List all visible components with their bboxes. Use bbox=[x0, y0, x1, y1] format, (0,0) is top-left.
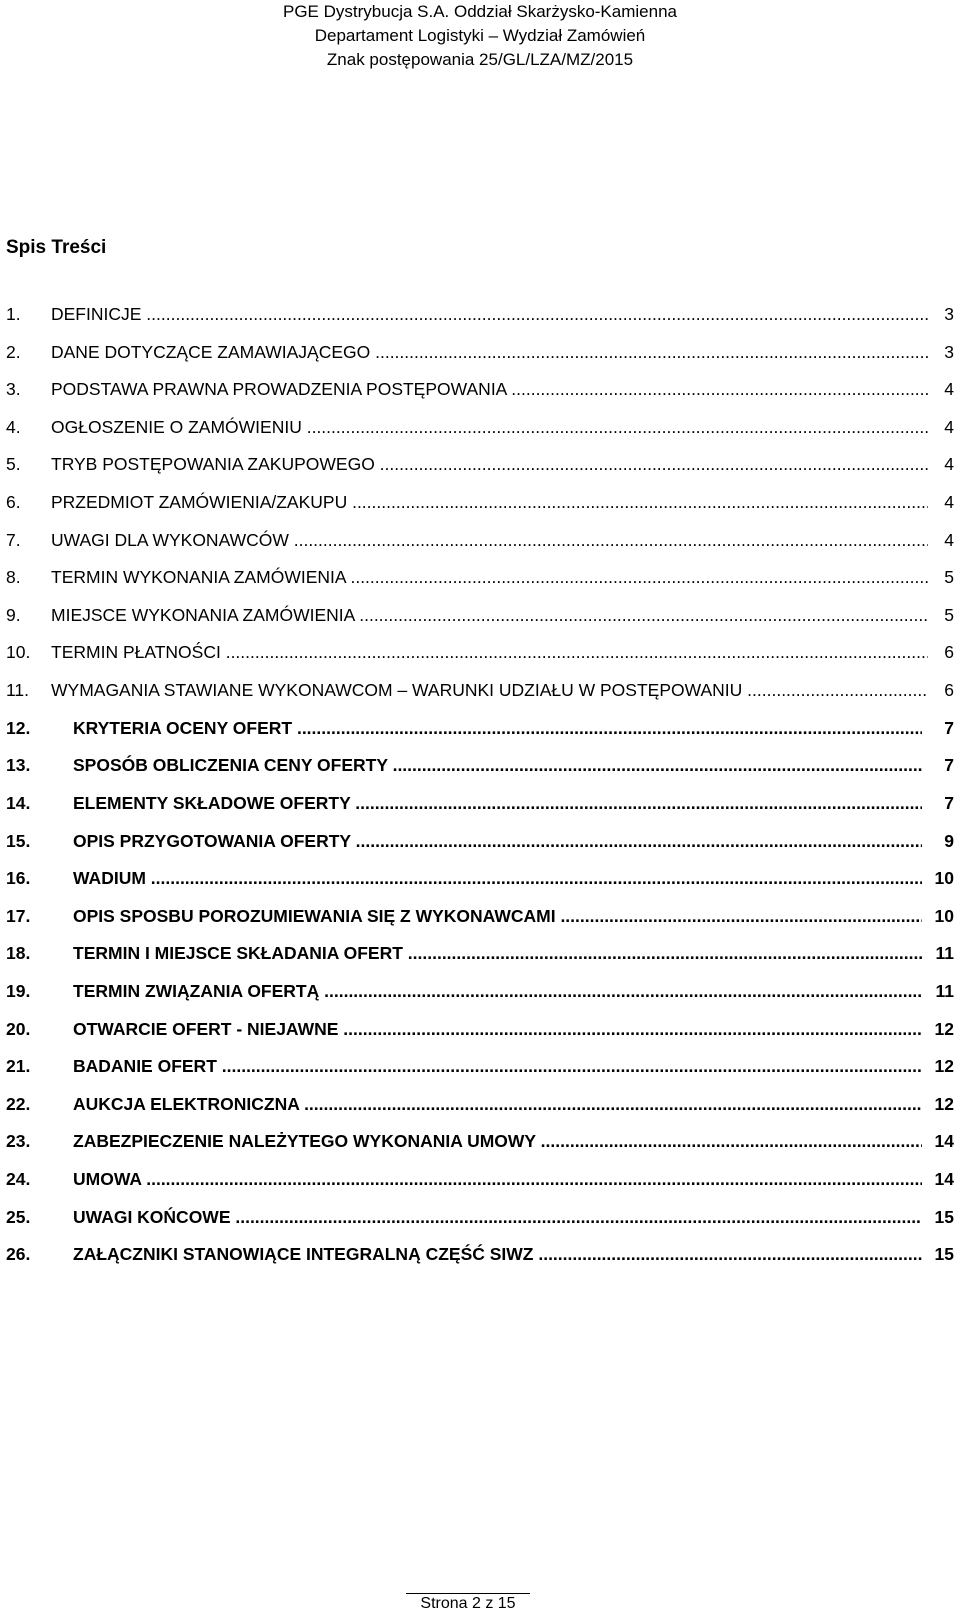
toc-entry[interactable] bbox=[6, 904, 954, 942]
toc-entry[interactable] bbox=[6, 1242, 954, 1280]
toc-entry-number: 4. bbox=[6, 416, 21, 437]
toc-entry[interactable] bbox=[6, 452, 954, 490]
toc-entry-page: 4 bbox=[928, 415, 954, 439]
toc-entry-number: 5. bbox=[6, 454, 21, 475]
toc-entry-title: TERMIN I MIEJSCE SKŁADANIA OFERT ..... bbox=[73, 941, 922, 965]
toc-entry-title: TERMIN PŁATNOŚCI ..... bbox=[51, 640, 928, 664]
toc-entry-page: 12 bbox=[922, 1054, 954, 1078]
toc-entry-title: UWAGI DLA WYKONAWCÓW ..... bbox=[51, 528, 928, 552]
toc-entry-number: 18. bbox=[6, 943, 31, 964]
page-footer: Strona 2 z 15 bbox=[420, 1595, 516, 1612]
toc-entry-number: 2. bbox=[6, 341, 21, 362]
toc-entry-page: 11 bbox=[922, 979, 954, 1003]
toc-entry[interactable] bbox=[6, 829, 954, 867]
toc-entry-page: 6 bbox=[928, 678, 954, 702]
toc-entry-title: WYMAGANIA STAWIANE WYKONAWCOM – WARUNKI UDZIAŁU W POSTĘPOWANIU ..... bbox=[51, 678, 928, 702]
toc-entry[interactable] bbox=[6, 791, 954, 829]
toc-entry-title: DEFINICJE ..... bbox=[51, 302, 928, 326]
toc-entry[interactable] bbox=[6, 1092, 954, 1130]
toc-entry-title: UMOWA ..... bbox=[73, 1167, 922, 1191]
toc-entry[interactable] bbox=[6, 603, 954, 641]
page-header bbox=[240, 0, 720, 72]
toc-entry-number: 14. bbox=[6, 792, 31, 813]
toc-entry-title: TERMIN WYKONANIA ZAMÓWIENIA ..... bbox=[51, 565, 928, 589]
toc-entry[interactable] bbox=[6, 528, 954, 566]
toc-entry[interactable] bbox=[6, 941, 954, 979]
toc-entry[interactable] bbox=[6, 377, 954, 415]
toc-entry-page: 5 bbox=[928, 565, 954, 589]
toc-entry-title: OGŁOSZENIE O ZAMÓWIENIU ..... bbox=[51, 415, 928, 439]
toc-entry-page: 11 bbox=[922, 941, 954, 965]
toc-entry-title: KRYTERIA OCENY OFERT ..... bbox=[73, 716, 922, 740]
toc-entry-number: 13. bbox=[6, 755, 31, 776]
toc-entry[interactable] bbox=[6, 753, 954, 791]
toc-entry-title: SPOSÓB OBLICZENIA CENY OFERTY ..... bbox=[73, 753, 922, 777]
toc-entry-title: BADANIE OFERT ..... bbox=[73, 1054, 922, 1078]
toc-entry[interactable] bbox=[6, 866, 954, 904]
toc-entry[interactable] bbox=[6, 1129, 954, 1167]
toc-entry-number: 9. bbox=[6, 604, 21, 625]
toc-entry-page: 3 bbox=[928, 340, 954, 364]
toc-entry-number: 12. bbox=[6, 717, 31, 738]
toc-entry-number: 16. bbox=[6, 868, 31, 889]
toc-entry-page: 15 bbox=[922, 1205, 954, 1229]
toc-entry-page: 12 bbox=[922, 1092, 954, 1116]
toc-entry-title: WADIUM ..... bbox=[73, 866, 922, 890]
header-case-number: Znak postępowania 25/GL/LZA/MZ/2015 bbox=[326, 50, 634, 69]
toc-entry-page: 6 bbox=[928, 640, 954, 664]
toc-entry-title: MIEJSCE WYKONANIA ZAMÓWIENIA ..... bbox=[51, 603, 928, 627]
toc-entry-page: 7 bbox=[922, 716, 954, 740]
toc-entry[interactable] bbox=[6, 1205, 954, 1243]
toc-entry-title: OPIS PRZYGOTOWANIA OFERTY ..... bbox=[73, 829, 922, 853]
toc-entry-number: 23. bbox=[6, 1131, 31, 1152]
toc-entry-number: 8. bbox=[6, 567, 21, 588]
toc-entry-page: 9 bbox=[922, 829, 954, 853]
toc-entry-page: 14 bbox=[922, 1167, 954, 1191]
toc-entry-page: 5 bbox=[928, 603, 954, 627]
toc-entry-title: OPIS SPOSBU POROZUMIEWANIA SIĘ Z WYKONAWCAMI ..... bbox=[73, 904, 922, 928]
toc-entry-title: OTWARCIE OFERT - NIEJAWNE ..... bbox=[73, 1017, 922, 1041]
toc-entry-title: ZABEZPIECZENIE NALEŻYTEGO WYKONANIA UMOWY ..... bbox=[73, 1129, 922, 1153]
header-company: PGE Dystrybucja S.A. Oddział Skarżysko-Kamienna bbox=[283, 2, 677, 21]
toc-entry-number: 15. bbox=[6, 830, 31, 851]
toc-entry-page: 4 bbox=[928, 452, 954, 476]
toc-entry-page: 4 bbox=[928, 490, 954, 514]
toc-entry-title: TRYB POSTĘPOWANIA ZAKUPOWEGO ..... bbox=[51, 452, 928, 476]
toc-entry-page: 7 bbox=[922, 753, 954, 777]
toc-entry-title: TERMIN ZWIĄZANIA OFERTĄ ..... bbox=[73, 979, 922, 1003]
toc-entry-number: 3. bbox=[6, 379, 21, 400]
toc-entry[interactable] bbox=[6, 565, 954, 603]
toc-entry-title: ELEMENTY SKŁADOWE OFERTY ..... bbox=[73, 791, 922, 815]
toc-entry-number: 20. bbox=[6, 1018, 31, 1039]
toc-entry-page: 3 bbox=[928, 302, 954, 326]
toc-entry-page: 10 bbox=[922, 866, 954, 890]
toc-entry-title: PRZEDMIOT ZAMÓWIENIA/ZAKUPU ..... bbox=[51, 490, 928, 514]
toc-entry-number: 7. bbox=[6, 529, 21, 550]
toc-entry-number: 25. bbox=[6, 1206, 31, 1227]
toc-entry-page: 14 bbox=[922, 1129, 954, 1153]
toc-entry-number: 6. bbox=[6, 492, 21, 513]
toc-entry[interactable] bbox=[6, 415, 954, 453]
toc-entry-page: 10 bbox=[922, 904, 954, 928]
toc-entry-title: AUKCJA ELEKTRONICZNA ..... bbox=[73, 1092, 922, 1116]
toc-entry-number: 24. bbox=[6, 1169, 31, 1190]
toc-entry-number: 17. bbox=[6, 905, 31, 926]
toc-entry-page: 15 bbox=[922, 1242, 954, 1266]
toc-entry[interactable] bbox=[6, 1054, 954, 1092]
header-department: Departament Logistyki – Wydział Zamówień bbox=[314, 26, 646, 45]
toc-entry-page: 4 bbox=[928, 528, 954, 552]
toc-title: Spis Treści bbox=[6, 237, 107, 258]
toc-entry-number: 19. bbox=[6, 980, 31, 1001]
toc-entry[interactable] bbox=[6, 640, 954, 678]
toc-entry-title: PODSTAWA PRAWNA PROWADZENIA POSTĘPOWANIA ..... bbox=[51, 377, 928, 401]
toc-entry-title: DANE DOTYCZĄCE ZAMAWIAJĄCEGO ..... bbox=[51, 340, 928, 364]
toc-entry[interactable] bbox=[6, 302, 954, 340]
toc-entry-number: 11. bbox=[6, 680, 30, 701]
toc-entry-number: 26. bbox=[6, 1244, 31, 1265]
toc-entry-title: UWAGI KOŃCOWE ..... bbox=[73, 1205, 922, 1229]
toc-entry[interactable] bbox=[6, 340, 954, 378]
toc-entry-number: 22. bbox=[6, 1093, 31, 1114]
toc-entry[interactable] bbox=[6, 1167, 954, 1205]
toc-entry[interactable] bbox=[6, 979, 954, 1017]
toc-entry-number: 21. bbox=[6, 1056, 31, 1077]
toc-entry-page: 7 bbox=[922, 791, 954, 815]
toc-entry-number: 1. bbox=[6, 304, 21, 324]
toc-entry-page: 4 bbox=[928, 377, 954, 401]
toc-entry-page: 12 bbox=[922, 1017, 954, 1041]
toc-entry[interactable] bbox=[6, 1017, 954, 1055]
toc-entry-number: 10. bbox=[6, 642, 31, 663]
toc-entry[interactable] bbox=[6, 678, 954, 716]
table-of-contents bbox=[6, 302, 954, 1280]
toc-entry-title: ZAŁĄCZNIKI STANOWIĄCE INTEGRALNĄ CZĘŚĆ SIWZ ..... bbox=[73, 1242, 922, 1266]
toc-entry[interactable] bbox=[6, 490, 954, 528]
toc-entry[interactable] bbox=[6, 716, 954, 754]
